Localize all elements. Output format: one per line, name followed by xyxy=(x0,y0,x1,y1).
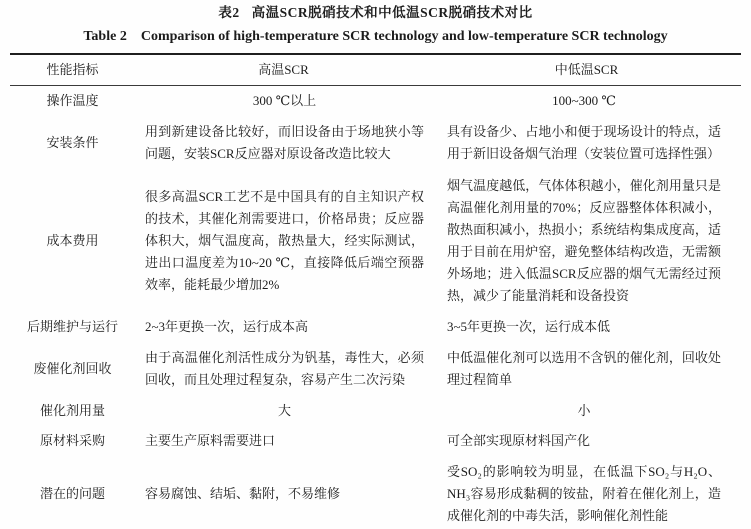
table-header-row xyxy=(10,54,741,86)
header-performance-index: 性能指标 xyxy=(10,54,135,86)
row-installation-conditions xyxy=(10,116,741,170)
row-catalyst-dosage xyxy=(10,396,741,426)
row-label: 操作温度 xyxy=(46,93,99,108)
cell-low-temp-value: 受SO₂的影响较为明显，在低温下SO₂与H₂O、NH₃容易形成黏稠的铵盐，附着在催化剂上，造成催化剂的中毒失活，影响催化剂性能 xyxy=(447,464,721,523)
cell-low-temp-value: 烟气温度越低，气体体积越小，催化剂用量只是高温催化剂用量的70%；反应器整体体积减小，散热面积减小，热损小；系统结构集成度高，适用于目前在用炉窑，避免整体结构改造，无需额外场地；进入低温SCR反应器的烟气无需经过预热，减少了能量消耗和设备投资 xyxy=(447,178,721,303)
header-high-temp-scr: 高温SCR xyxy=(135,54,432,86)
header-mid-low-temp-scr: 中低温SCR xyxy=(432,54,741,86)
cell-low-temp-value: 3~5年更换一次，运行成本低 xyxy=(447,319,611,334)
row-cost-expense xyxy=(10,170,741,312)
row-label: 后期维护与运行 xyxy=(26,319,118,334)
cell-high-temp-value: 很多高温SCR工艺不是中国具有的自主知识产权的技术，其催化剂需要进口，价格昂贵；反应器体积大，烟气温度高，散热量大，经实际测试，进出口温度差为10~20 ℃，直接降低后端空预器效率，能耗最少增加2% xyxy=(145,189,424,292)
row-raw-material-procurement xyxy=(10,426,741,456)
row-potential-problems xyxy=(10,456,741,529)
table-caption-zh-label: 表2 xyxy=(218,5,240,20)
row-label: 原材料采购 xyxy=(39,433,105,448)
cell-high-temp-value: 300 ℃以上 xyxy=(252,93,317,108)
row-label: 催化剂用量 xyxy=(39,403,105,418)
cell-high-temp-value: 大 xyxy=(277,403,291,418)
cell-high-temp-value: 容易腐蚀、结垢、黏附，不易维修 xyxy=(145,486,341,501)
cell-low-temp-value: 中低温催化剂可以选用不含钒的催化剂，回收处理过程简单 xyxy=(447,350,721,387)
row-label: 废催化剂回收 xyxy=(33,361,112,376)
table-caption-en-label: Table 2 xyxy=(83,29,127,44)
row-spent-catalyst-recovery xyxy=(10,342,741,396)
cell-high-temp-value: 2~3年更换一次，运行成本高 xyxy=(145,319,309,334)
row-operating-temperature xyxy=(10,86,741,117)
cell-low-temp-value: 可全部实现原材料国产化 xyxy=(447,433,591,448)
cell-low-temp-value: 小 xyxy=(577,403,591,418)
row-label: 成本费用 xyxy=(46,233,99,248)
cell-low-temp-value: 100~300 ℃ xyxy=(552,93,616,108)
cell-high-temp-value: 用到新建设备比较好，而旧设备由于场地狭小等问题，安装SCR反应器对原设备改造比较大 xyxy=(145,124,424,161)
table-caption-en xyxy=(0,28,751,46)
cell-low-temp-value: 具有设备少、占地小和便于现场设计的特点，适用于新旧设备烟气治理（安装位置可选择性强） xyxy=(447,124,721,161)
cell-high-temp-value: 由于高温催化剂活性成分为钒基，毒性大，必须回收，而且处理过程复杂，容易产生二次污染 xyxy=(145,350,424,387)
row-label: 潜在的问题 xyxy=(39,486,105,501)
table-caption-en-text: Comparison of high-temperature SCR technology and low-temperature SCR technology xyxy=(140,29,668,44)
table-caption-zh xyxy=(0,0,751,22)
row-label: 安装条件 xyxy=(46,135,99,150)
row-maintenance-operation xyxy=(10,312,741,342)
cell-high-temp-value: 主要生产原料需要进口 xyxy=(145,433,276,448)
table-caption-zh-text: 高温SCR脱硝技术和中低温SCR脱硝技术对比 xyxy=(251,5,533,20)
comparison-table xyxy=(10,53,741,529)
